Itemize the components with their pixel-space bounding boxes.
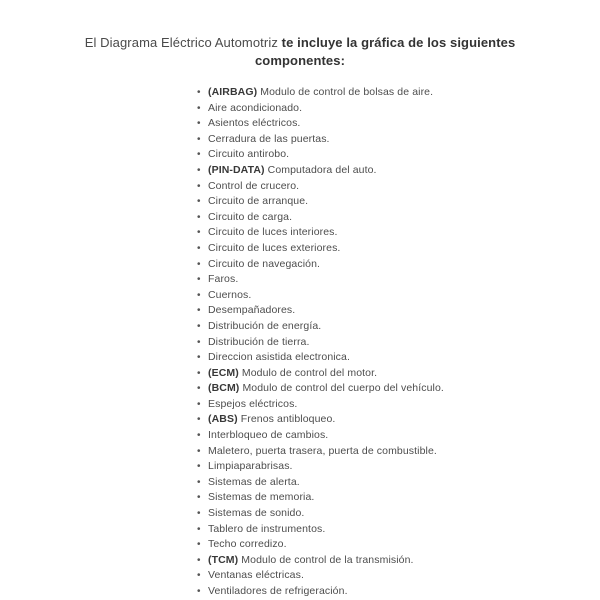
bullet-icon: •	[197, 227, 201, 239]
item-text: (AIRBAG) Modulo de control de bolsas de aire.	[208, 86, 434, 98]
components-list	[197, 85, 600, 600]
item-text: Circuito antirobo.	[208, 148, 290, 161]
item-text: Ventiladores de refrigeración.	[208, 585, 348, 597]
item-text: Distribución de tierra.	[208, 335, 310, 348]
item-text: Interbloqueo de cambios.	[208, 429, 329, 442]
bullet-icon: •	[197, 305, 201, 317]
bullet-icon: •	[197, 414, 201, 426]
bullet-icon: •	[197, 336, 201, 348]
bullet-icon: •	[197, 196, 201, 208]
item-text: Direccion asistida electronica.	[208, 351, 350, 364]
bullet-icon: •	[197, 320, 201, 332]
list-item	[197, 553, 600, 569]
item-code: (TCM)	[208, 553, 239, 566]
item-text: Techo corredizo.	[208, 538, 287, 551]
bullet-icon: •	[197, 570, 201, 582]
bullet-icon: •	[197, 430, 201, 442]
list-item	[197, 428, 600, 444]
item-text: Aire acondicionado.	[208, 101, 303, 114]
bullet-icon: •	[197, 118, 201, 130]
bullet-icon: •	[197, 461, 201, 473]
bullet-icon: •	[197, 164, 201, 176]
list-item	[197, 241, 600, 257]
item-text: Circuito de luces exteriores.	[208, 241, 341, 254]
bullet-icon: •	[197, 289, 201, 301]
bullet-icon: •	[197, 211, 201, 223]
item-text: Circuito de arranque.	[208, 195, 309, 208]
bullet-icon: •	[197, 476, 201, 488]
bullet-icon: •	[197, 383, 201, 395]
bullet-icon: •	[197, 102, 201, 114]
list-item	[197, 412, 600, 428]
list-item	[197, 366, 600, 382]
item-text: (ECM) Modulo de control del motor.	[208, 366, 378, 379]
item-text: (PIN-DATA) Computadora del auto.	[208, 163, 377, 176]
item-text: Sistemas de memoria.	[208, 491, 315, 504]
item-code: (AIRBAG)	[208, 86, 258, 98]
list-item	[197, 381, 600, 397]
list-item	[197, 194, 600, 210]
item-text: Circuito de luces interiores.	[208, 226, 338, 239]
list-item	[197, 179, 600, 195]
item-code: (PIN-DATA)	[208, 163, 265, 176]
bullet-icon: •	[197, 367, 201, 379]
bullet-icon: •	[197, 492, 201, 504]
list-item	[197, 116, 600, 132]
heading-regular: El Diagrama Eléctrico Automotriz	[84, 35, 278, 50]
list-item	[197, 225, 600, 241]
item-text: Cuernos.	[208, 288, 252, 301]
bullet-icon: •	[197, 180, 201, 192]
page-title	[70, 34, 530, 70]
bullet-icon: •	[197, 258, 201, 270]
list-item	[197, 319, 600, 335]
item-text: Maletero, puerta trasera, puerta de combustible.	[208, 444, 437, 457]
item-text: (ABS) Frenos antibloqueo.	[208, 413, 336, 426]
item-text: Sistemas de sonido.	[208, 507, 305, 520]
bullet-icon: •	[197, 149, 201, 161]
bullet-icon: •	[197, 523, 201, 535]
list-item	[197, 350, 600, 366]
item-code: (BCM)	[208, 382, 240, 395]
item-text: (BCM) Modulo de control del cuerpo del vehículo.	[208, 382, 444, 395]
item-text: Circuito de navegación.	[208, 257, 321, 270]
list-item	[197, 210, 600, 226]
item-text: Circuito de carga.	[208, 210, 293, 223]
item-code: (ABS)	[208, 413, 238, 426]
item-text: Limpiaparabrisas.	[208, 460, 293, 473]
bullet-icon: •	[197, 539, 201, 551]
bullet-icon: •	[197, 508, 201, 520]
item-text: Ventanas eléctricas.	[208, 569, 304, 582]
list-item	[197, 459, 600, 475]
item-text: Asientos eléctricos.	[208, 117, 301, 130]
item-text: Sistemas de alerta.	[208, 475, 300, 488]
list-item	[197, 522, 600, 538]
list-item	[197, 475, 600, 491]
list-item	[197, 584, 600, 600]
list-item	[197, 85, 600, 101]
item-text: Espejos eléctricos.	[208, 397, 298, 410]
item-text: (TCM) Modulo de control de la transmisión.	[208, 553, 414, 566]
list-item	[197, 272, 600, 288]
item-text: Desempañadores.	[208, 304, 296, 317]
bullet-icon: •	[197, 242, 201, 254]
list-item	[197, 568, 600, 584]
bullet-icon: •	[197, 87, 201, 98]
list-item	[197, 132, 600, 148]
item-text: Faros.	[208, 273, 239, 286]
heading-bold: te incluye la gráfica de los siguientes componentes:	[254, 35, 516, 68]
list-item	[197, 335, 600, 351]
list-item	[197, 397, 600, 413]
list-item	[197, 537, 600, 553]
bullet-icon: •	[197, 352, 201, 364]
item-text: Distribución de energía.	[208, 319, 322, 332]
bullet-icon: •	[197, 554, 201, 566]
list-item	[197, 257, 600, 273]
bullet-icon: •	[197, 586, 201, 597]
list-item	[197, 444, 600, 460]
bullet-icon: •	[197, 274, 201, 286]
list-item	[197, 101, 600, 117]
list-item	[197, 163, 600, 179]
item-text: Cerradura de las puertas.	[208, 132, 330, 145]
bullet-icon: •	[197, 398, 201, 410]
list-item	[197, 490, 600, 506]
item-code: (ECM)	[208, 366, 239, 379]
item-text: Control de crucero.	[208, 179, 300, 192]
item-text: Tablero de instrumentos.	[208, 522, 326, 535]
list-item	[197, 288, 600, 304]
bullet-icon: •	[197, 445, 201, 457]
list-item	[197, 303, 600, 319]
list-item	[197, 147, 600, 163]
list-item	[197, 506, 600, 522]
bullet-icon: •	[197, 133, 201, 145]
